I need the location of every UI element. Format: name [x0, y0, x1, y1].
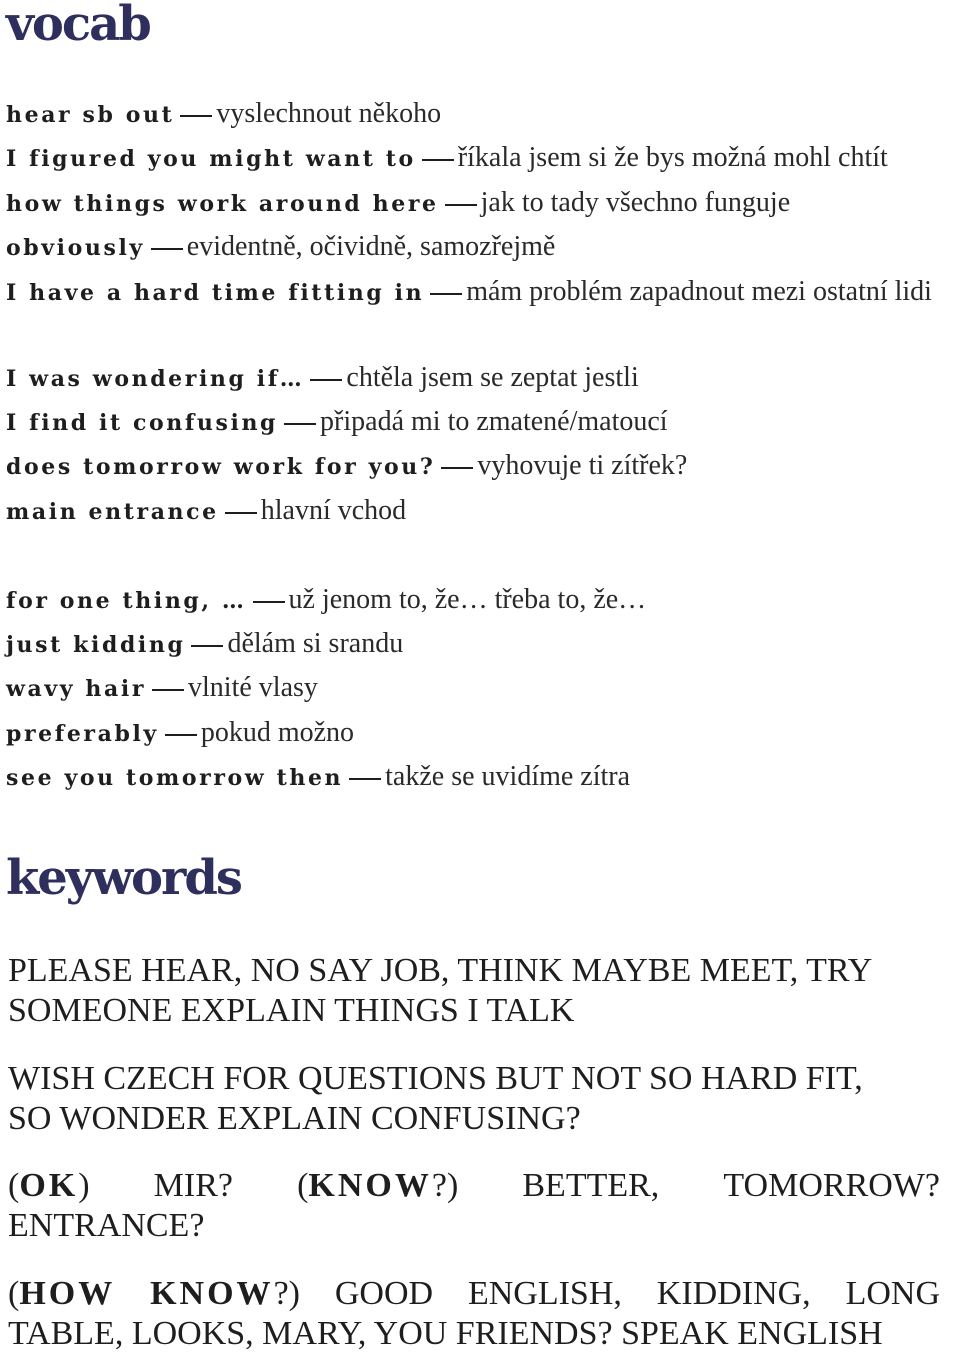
keywords-paragraph: [8, 1166, 940, 1246]
vocab-term: hear sb out: [6, 102, 175, 128]
vocab-term: I find it confusing: [6, 410, 279, 436]
keywords-line: TABLE, LOOKS, MARY, YOU FRIENDS? SPEAK ENGLISH: [8, 1315, 883, 1352]
keyword-bold: KNOW: [150, 1275, 274, 1312]
em-dash: [284, 423, 316, 425]
keyword-bold: OK: [19, 1167, 79, 1204]
em-dash: [151, 248, 183, 250]
vocab-item: [6, 583, 646, 617]
keyword-token: (OK): [8, 1167, 90, 1204]
vocab-item: [6, 275, 932, 309]
keyword-token: (KNOW?): [297, 1167, 459, 1204]
vocab-translation: takže se uvidíme zítra: [385, 761, 631, 792]
vocab-item: [6, 97, 441, 131]
keyword-token: (HOW: [8, 1275, 116, 1312]
keywords-line: SO WONDER EXPLAIN CONFUSING?: [8, 1100, 581, 1137]
vocab-item: [6, 627, 403, 661]
keyword-token: TOMORROW?: [723, 1167, 940, 1204]
vocab-item: [6, 230, 555, 264]
vocab-translation: říkala jsem si že bys možná mohl chtít: [457, 142, 888, 173]
keywords-paragraph: [8, 1059, 940, 1139]
keyword-token: LONG: [845, 1275, 940, 1312]
vocab-term: just kidding: [6, 632, 186, 658]
em-dash: [445, 204, 477, 206]
vocab-item: [6, 449, 687, 483]
keywords-paragraph: [8, 951, 940, 1031]
em-dash: [180, 115, 212, 117]
vocab-item: [6, 716, 354, 750]
em-dash: [310, 379, 342, 381]
keywords-line: [8, 1166, 940, 1206]
keywords-heading: keywords: [6, 850, 241, 906]
vocab-term: I was wondering if…: [6, 366, 305, 392]
keywords-line: [8, 1274, 940, 1314]
em-dash: [422, 159, 454, 161]
keyword-token: GOOD: [334, 1275, 434, 1312]
vocab-translation: vlnité vlasy: [188, 672, 318, 703]
keyword-bold: HOW: [19, 1275, 116, 1312]
keyword-token: KNOW?): [150, 1275, 300, 1312]
em-dash: [441, 467, 473, 469]
vocab-term: I figured you might want to: [6, 146, 416, 172]
keywords-line: ENTRANCE?: [8, 1207, 205, 1244]
vocab-term: wavy hair: [6, 676, 147, 702]
vocab-translation: připadá mi to zmatené/matoucí: [320, 406, 668, 437]
keywords-line: PLEASE HEAR, NO SAY JOB, THINK MAYBE MEET, TRY: [8, 952, 873, 989]
vocab-item: [6, 141, 888, 175]
vocab-term: does tomorrow work for you?: [6, 454, 436, 480]
vocab-translation: vyhovuje ti zítřek?: [477, 450, 688, 481]
vocab-translation: dělám si srandu: [227, 628, 404, 659]
em-dash: [430, 293, 462, 295]
vocab-translation: chtěla jsem se zeptat jestli: [346, 362, 639, 393]
em-dash: [253, 601, 285, 603]
vocab-item: [6, 494, 406, 528]
vocab-term: obviously: [6, 235, 145, 261]
vocab-term: main entrance: [6, 499, 219, 525]
vocab-item: [6, 186, 790, 220]
vocab-translation: hlavní vchod: [260, 495, 407, 526]
vocab-term: how things work around here: [6, 191, 439, 217]
keywords-line: SOMEONE EXPLAIN THINGS I TALK: [8, 992, 575, 1029]
em-dash: [225, 512, 257, 514]
em-dash: [152, 689, 184, 691]
vocab-item: [6, 361, 639, 395]
vocab-term: preferably: [6, 721, 159, 747]
vocab-translation: už jenom to, že… třeba to, že…: [288, 584, 647, 615]
keywords-paragraph: [8, 1274, 940, 1354]
vocab-translation: mám problém zapadnout mezi ostatní lidi: [466, 276, 932, 307]
vocab-item: [6, 760, 630, 794]
vocab-translation: vyslechnout někoho: [216, 98, 442, 129]
keyword-bold: KNOW: [308, 1167, 432, 1204]
vocab-term: see you tomorrow then: [6, 765, 344, 791]
keyword-token: MIR?: [153, 1167, 233, 1204]
vocab-item: [6, 671, 318, 705]
vocab-translation: jak to tady všechno funguje: [480, 187, 791, 218]
keyword-token: KIDDING,: [656, 1275, 811, 1312]
vocab-term: for one thing, …: [6, 588, 247, 614]
keyword-token: ENGLISH,: [467, 1275, 622, 1312]
em-dash: [191, 645, 223, 647]
vocab-term: I have a hard time fitting in: [6, 280, 425, 306]
em-dash: [349, 778, 381, 780]
keyword-token: BETTER,: [522, 1167, 660, 1204]
vocab-item: [6, 405, 668, 439]
keywords-line: WISH CZECH FOR QUESTIONS BUT NOT SO HARD FIT,: [8, 1060, 863, 1097]
vocab-translation: evidentně, očividně, samozřejmě: [186, 231, 556, 262]
vocab-heading: vocab: [6, 0, 150, 52]
vocab-translation: pokud možno: [200, 717, 355, 748]
em-dash: [165, 734, 197, 736]
